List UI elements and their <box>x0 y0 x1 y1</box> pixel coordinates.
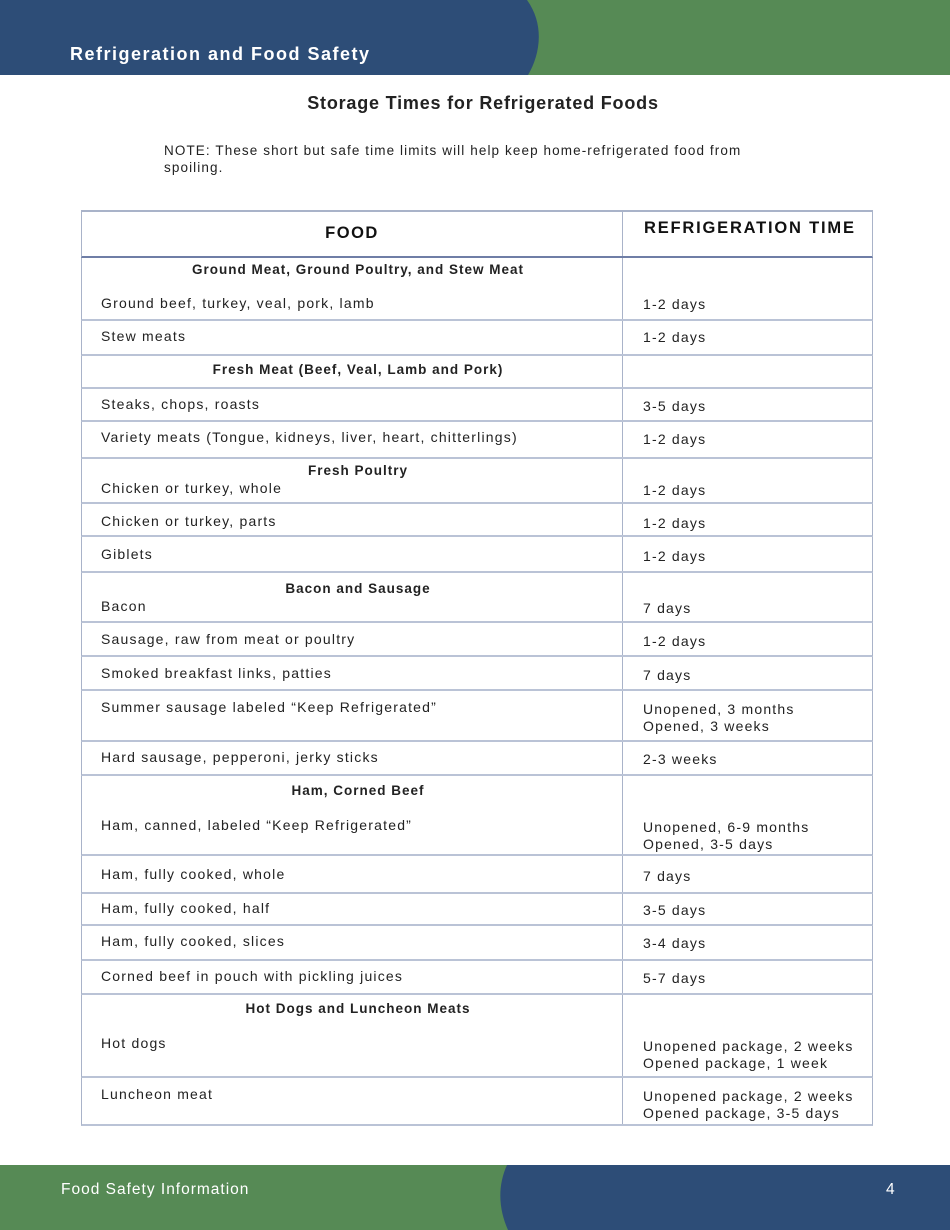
footer-label: Food Safety Information <box>61 1181 250 1198</box>
food-cell: Ground beef, turkey, veal, pork, lamb <box>101 295 375 311</box>
time-cell: Unopened, 3 months <box>643 701 795 717</box>
table-row <box>81 856 873 894</box>
food-cell: Ham, fully cooked, whole <box>101 866 286 882</box>
table-row <box>81 776 873 856</box>
table-row <box>81 961 873 995</box>
food-cell: Smoked breakfast links, patties <box>101 665 332 681</box>
food-cell: Chicken or turkey, whole <box>101 480 283 496</box>
table-row <box>81 321 873 356</box>
food-cell: Variety meats (Tongue, kidneys, liver, heart, chitterlings) <box>101 429 518 445</box>
table-row <box>81 573 873 623</box>
column-header-food: FOOD <box>325 224 379 242</box>
food-cell: Bacon <box>101 598 147 614</box>
table-row <box>81 504 873 537</box>
table-row <box>81 657 873 691</box>
time-cell-secondary: Opened package, 3-5 days <box>643 1105 840 1121</box>
time-cell: 1-2 days <box>643 431 707 447</box>
table-row <box>81 894 873 926</box>
table-row <box>81 356 873 389</box>
category-label: Bacon and Sausage <box>285 581 431 596</box>
page-number: 4 <box>886 1181 895 1198</box>
time-cell: 1-2 days <box>643 329 707 345</box>
time-cell: 1-2 days <box>643 515 707 531</box>
time-cell-secondary: Opened, 3-5 days <box>643 836 774 852</box>
table-row <box>81 258 873 321</box>
food-cell: Hot dogs <box>101 1035 167 1051</box>
time-cell-secondary: Opened, 3 weeks <box>643 718 770 734</box>
page-title: Storage Times for Refrigerated Foods <box>307 93 659 113</box>
food-cell: Corned beef in pouch with pickling juices <box>101 968 404 984</box>
food-cell: Luncheon meat <box>101 1086 214 1102</box>
time-cell: 3-4 days <box>643 935 707 951</box>
time-cell: Unopened package, 2 weeks <box>643 1088 854 1104</box>
food-cell: Stew meats <box>101 328 187 344</box>
food-cell: Giblets <box>101 546 153 562</box>
category-label: Fresh Meat (Beef, Veal, Lamb and Pork) <box>212 362 504 377</box>
category-label: Ground Meat, Ground Poultry, and Stew Meat <box>191 262 524 277</box>
time-cell: 7 days <box>643 600 692 616</box>
category-label: Fresh Poultry <box>307 463 409 478</box>
note-text: NOTE: These short but safe time limits will help keep home-refrigerated food from spoiling. <box>164 143 742 175</box>
food-cell: Steaks, chops, roasts <box>101 396 261 412</box>
table-row <box>81 422 873 459</box>
table-row <box>81 1078 873 1126</box>
time-cell: Unopened, 6-9 months <box>643 819 810 835</box>
table-row <box>81 623 873 657</box>
time-cell: Unopened package, 2 weeks <box>643 1038 854 1054</box>
time-cell: 7 days <box>643 868 692 884</box>
time-cell: 1-2 days <box>643 482 707 498</box>
column-header-time: REFRIGERATION TIME <box>622 212 856 256</box>
time-cell: 5-7 days <box>643 970 707 986</box>
food-cell: Ham, fully cooked, slices <box>101 933 286 949</box>
table-row <box>81 926 873 961</box>
category-label: Ham, Corned Beef <box>291 783 425 798</box>
storage-table <box>81 210 873 1126</box>
time-cell: 2-3 weeks <box>643 751 718 767</box>
table-row <box>81 995 873 1078</box>
time-cell: 3-5 days <box>643 398 707 414</box>
header-title: Refrigeration and Food Safety <box>70 44 371 64</box>
food-cell: Summer sausage labeled “Keep Refrigerated” <box>101 699 437 715</box>
time-cell-secondary: Opened package, 1 week <box>643 1055 829 1071</box>
food-cell: Sausage, raw from meat or poultry <box>101 631 356 647</box>
table-row <box>81 742 873 776</box>
food-cell: Ham, canned, labeled “Keep Refrigerated” <box>101 817 413 833</box>
food-cell: Chicken or turkey, parts <box>101 513 277 529</box>
time-cell: 3-5 days <box>643 902 707 918</box>
time-cell: 1-2 days <box>643 548 707 564</box>
time-cell: 1-2 days <box>643 633 707 649</box>
table-row <box>81 459 873 504</box>
table-header <box>81 210 873 258</box>
food-cell: Ham, fully cooked, half <box>101 900 271 916</box>
table-row <box>81 537 873 573</box>
time-cell: 1-2 days <box>643 296 707 312</box>
table-row <box>81 691 873 742</box>
table-row <box>81 389 873 422</box>
food-cell: Hard sausage, pepperoni, jerky sticks <box>101 749 379 765</box>
time-cell: 7 days <box>643 667 692 683</box>
header-banner <box>0 0 950 75</box>
category-label: Hot Dogs and Luncheon Meats <box>245 1001 471 1016</box>
